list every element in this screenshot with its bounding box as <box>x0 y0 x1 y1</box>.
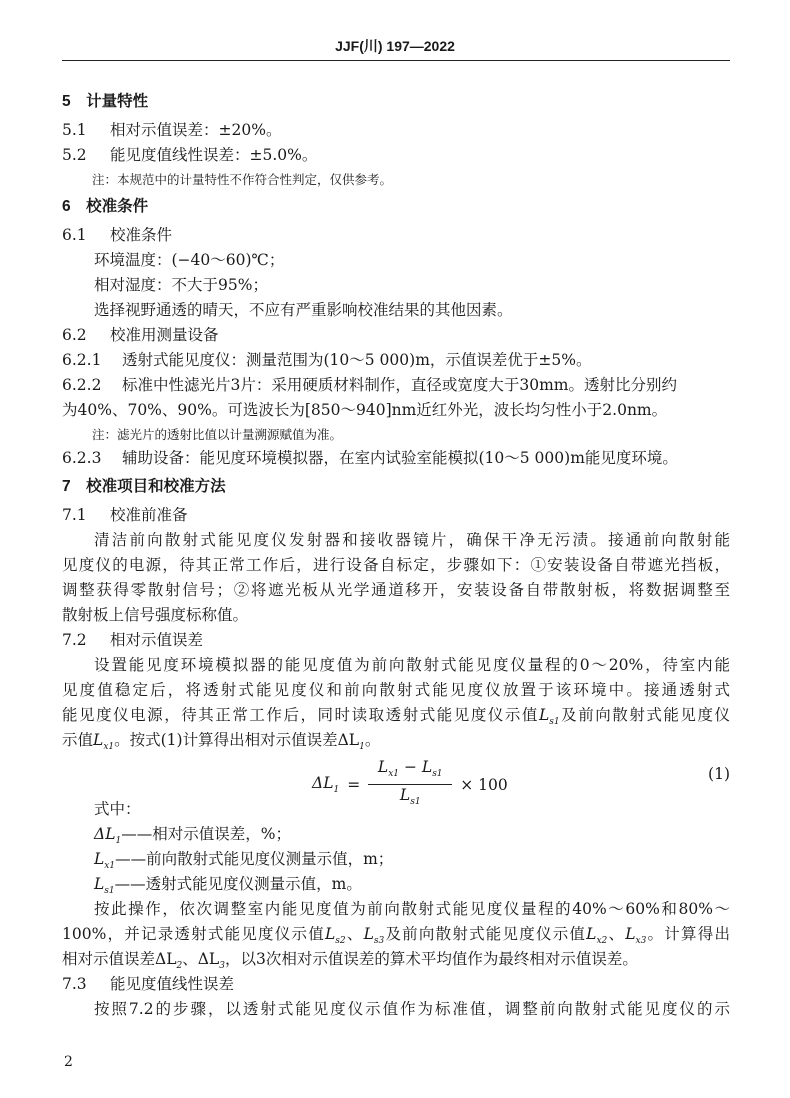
clause-text: 校准用测量设备 <box>110 326 219 344</box>
paragraph-line: 散射板上信号强度标称值。 <box>62 606 249 624</box>
clause-7-2 <box>62 628 730 653</box>
clause-6-2 <box>62 323 730 348</box>
env-weather: 选择视野通透的晴天，不应有严重影响校准结果的其他因素。 <box>94 301 513 319</box>
section-6-heading: 6 校准条件 <box>62 198 149 215</box>
clause-6-1 <box>62 223 730 248</box>
clause-number: 6.2.1 <box>62 351 102 369</box>
paragraph-line <box>62 703 730 728</box>
text: 。 <box>364 731 381 749</box>
running-header: JJF(川) 197—2022 <box>335 38 455 54</box>
paragraph-line: 按此操作，依次调整室内能见度值为前向散射式能见度仪量程的40%～60%和80%～ <box>94 900 730 918</box>
text: 示值 <box>62 731 94 749</box>
multiplier: × 100 <box>460 775 508 794</box>
clause-number: 7.3 <box>62 975 87 993</box>
clause-7-1 <box>62 503 730 528</box>
note: 注：本规范中的计量特性不作符合性判定，仅供参考。 <box>92 172 393 187</box>
clause-text: 能见度值线性误差 <box>110 975 235 993</box>
clause-5-1 <box>62 118 730 143</box>
text: 能见度仪电源，待其正常工作后，同时读取透射式能见度仪示值 <box>62 706 539 724</box>
clause-text: 相对示值误差 <box>110 631 204 649</box>
clause-6-2-2 <box>62 373 730 398</box>
section-5-heading: 5 计量特性 <box>62 93 149 110</box>
definition: $L_{x1}——$前向散射式能见度仪测量示值，m； <box>94 850 394 872</box>
formula-lhs: $\Delta L_1$ <box>312 774 340 796</box>
subscript: 1 <box>359 742 365 753</box>
symbol: L <box>538 706 550 724</box>
env-temperature: 环境温度：(−40～60)℃； <box>94 251 285 269</box>
clause-text: 透射式能见度仪：测量范围为(10～5 000)m，示值误差优于±5%。 <box>122 351 592 369</box>
note: 注：滤光片的透射比值以计量溯源赋值为准。 <box>92 427 343 442</box>
fraction <box>368 757 452 812</box>
paragraph-line: 见度仪的电源，待其正常工作后，进行设备自标定，步骤如下：①安装设备自带遮光挡板， <box>62 556 730 574</box>
subscript: x1 <box>103 742 115 753</box>
clause-number: 7.1 <box>62 506 87 524</box>
definition: $\Delta L_1——$相对示值误差，%； <box>94 825 291 847</box>
clause-number: 6.1 <box>62 226 87 244</box>
paragraph-line: 调整获得零散射信号；②将遮光板从光学通道移开，安装设备自带散射板，将数据调整至 <box>62 581 730 599</box>
clause-text: 标准中性滤光片3片：采用硬质材料制作，直径或宽度大于30mm。透射比分别约 <box>122 376 677 394</box>
clause-7-3 <box>62 972 730 997</box>
clause-number: 7.2 <box>62 631 87 649</box>
page-number: 2 <box>64 1054 73 1070</box>
clause-text: 能见度值线性误差：±5.0%。 <box>110 146 318 164</box>
paragraph-line: 清洁前向散射式能见度仪发射器和接收器镜片，确保干净无污渍。接通前向散射能 <box>94 531 730 549</box>
clause-6-2-2-cont: 为40%、70%、90%。可选波长为[850～940]nm近红外光，波长均匀性小于2.0nm。 <box>62 401 668 419</box>
clause-text: 辅助设备：能见度环境模拟器，在室内试验室能模拟(10～5 000)m能见度环境。 <box>122 449 678 467</box>
paragraph-line: 设置能见度环境模拟器的能见度值为前向散射式能见度仪量程的0～20%，待室内能 <box>94 656 730 674</box>
section-7-heading: 7 校准项目和校准方法 <box>62 478 226 495</box>
clause-number: 5.1 <box>62 121 87 139</box>
clause-6-2-1 <box>62 348 730 373</box>
document-body <box>62 86 730 1022</box>
clause-number: 5.2 <box>62 146 87 164</box>
paragraph-line: 100%，并记录透射式能见度仪示值$L_{s2}$、$L_{s3}$及前向散射式能见度仪示值$L_{x2}$、$L_{x3}$。计算得出 <box>62 925 730 947</box>
where-label: 式中： <box>94 800 141 818</box>
clause-text: 校准条件 <box>110 226 173 244</box>
paragraph-line: 相对示值误差$\Delta L_2$、$\Delta L_3$，以3次相对示值误差的算术平均值作为最终相对示值误差。 <box>62 950 638 972</box>
clause-number: 6.2.2 <box>62 376 102 394</box>
symbol: L <box>93 731 104 749</box>
subscript: s1 <box>549 717 560 728</box>
denominator: $L_{s1}$ <box>399 786 421 808</box>
equals-sign: = <box>347 775 361 794</box>
paragraph-line: 按照7.2的步骤，以透射式能见度仪示值作为标准值，调整前向散射式能见度仪的示 <box>94 1000 730 1018</box>
text: 。按式(1)计算得出相对示值误差ΔL <box>114 731 360 749</box>
clause-6-2-3 <box>62 446 730 471</box>
clause-text: 校准前准备 <box>110 506 188 524</box>
numerator: $L_{x1} - L_{s1}$ <box>377 758 443 780</box>
equation-1 <box>62 753 730 808</box>
env-humidity: 相对湿度：不大于95%； <box>94 276 268 294</box>
clause-number: 6.2.3 <box>62 449 102 467</box>
paragraph-line: 见度值稳定后，将透射式能见度仪和前向散射式能见度仪放置于该环境中。接通透射式 <box>62 681 730 699</box>
clause-text: 相对示值误差：±20%。 <box>110 121 282 139</box>
paragraph-line <box>62 728 730 753</box>
definition: $L_{s1}——$透射式能见度仪测量示值，m。 <box>94 875 362 897</box>
clause-5-2 <box>62 143 730 168</box>
header-rule <box>62 60 730 61</box>
text: 及前向散射式能见度仪 <box>559 706 730 724</box>
clause-number: 6.2 <box>62 326 87 344</box>
equation-number: (1) <box>708 765 730 783</box>
